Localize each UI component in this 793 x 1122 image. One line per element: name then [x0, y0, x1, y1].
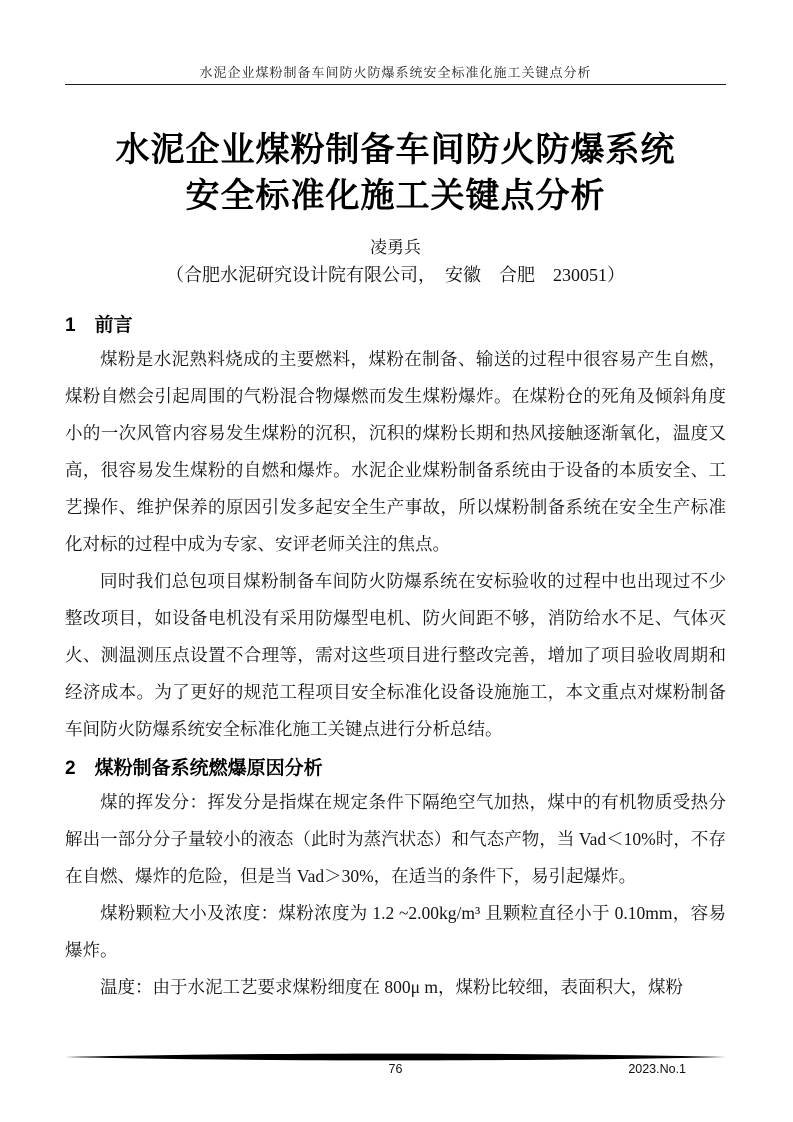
article-title-line1: 水泥企业煤粉制备车间防火防爆系统	[115, 131, 676, 169]
article-title	[65, 127, 726, 219]
header-rule	[65, 84, 726, 85]
paragraph-temperature: 温度：由于水泥工艺要求煤粉细度在 800μ m，煤粉比较细，表面积大，煤粉	[100, 977, 683, 997]
article-title-line2: 安全标准化施工关键点分析	[185, 177, 606, 215]
footer-rule	[65, 1053, 726, 1061]
issue-label: 2023.No.1	[628, 1062, 686, 1076]
running-header	[65, 0, 726, 85]
page-footer	[65, 1053, 726, 1079]
page-number: 76	[388, 1062, 403, 1076]
author-name: 凌勇兵	[370, 238, 421, 257]
running-title: 水泥企业煤粉制备车间防火防爆系统安全标准化施工关键点分析	[199, 65, 592, 80]
section-heading-1: 1 前言	[65, 315, 133, 336]
footer-row	[65, 1062, 726, 1079]
paragraph-particle-concentration: 煤粉颗粒大小及浓度：煤粉浓度为 1.2 ~2.00kg/m³ 且颗粒直径小于 0.10mm，容易爆炸。	[65, 903, 726, 960]
paragraph-volatile-matter: 煤的挥发分：挥发分是指煤在规定条件下隔绝空气加热，煤中的有机物质受热分解出一部分分子量较小的液态（此时为蒸汽状态）和气态产物，当 Vad＜10%时，不存在自燃、爆炸的危险，但是当 Vad＞30%，在适当的条件下，易引起爆炸。	[65, 792, 726, 886]
section-heading-2: 2 煤粉制备系统燃爆原因分析	[65, 758, 323, 779]
author-affiliation: （合肥水泥研究设计院有限公司， 安徽 合肥 230051）	[166, 265, 625, 285]
paragraph-intro-2: 同时我们总包项目煤粉制备车间防火防爆系统在安标验收的过程中也出现过不少整改项目，如设备电机没有采用防爆型电机、防火间距不够，消防给水不足、气体灭火、测温测压点设置不合理等，需对这些项目进行整改完善，增加了项目验收周期和经济成本。为了更好的规范工程项目安全标准化设备设施施工，本文重点对煤粉制备车间防火防爆系统安全标准化施工关键点进行分析总结。	[65, 571, 726, 739]
paragraph-intro-1: 煤粉是水泥熟料烧成的主要燃料，煤粉在制备、输送的过程中很容易产生自燃，煤粉自燃会引起周围的气粉混合物爆燃而发生煤粉爆炸。在煤粉仓的死角及倾斜角度小的一次风管内容易发生煤粉的沉积，沉积的煤粉长期和热风接触逐渐氧化，温度又高，很容易发生煤粉的自燃和爆炸。水泥企业煤粉制备系统由于设备的本质安全、工艺操作、维护保养的原因引发多起安全生产事故，所以煤粉制备系统在安全生产标准化对标的过程中成为专家、安评老师关注的焦点。	[65, 349, 726, 554]
